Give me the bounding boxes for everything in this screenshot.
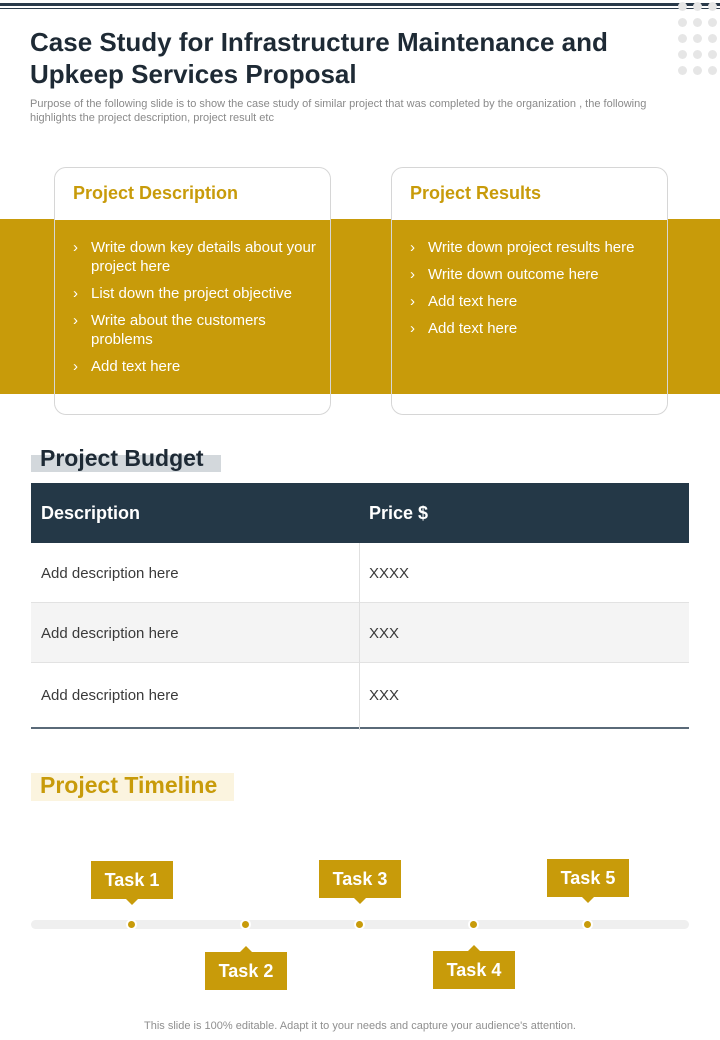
card-title: Project Description <box>73 183 239 203</box>
row-price: XXX <box>369 625 400 642</box>
card-footer <box>392 394 667 414</box>
column-header-price: Price $ <box>369 503 429 523</box>
dot-grid-icon <box>676 2 720 82</box>
timeline-task-4: Task 4 <box>433 951 515 989</box>
project-results-card <box>391 167 668 415</box>
chevron-right-icon: › <box>73 312 78 329</box>
list-item: › Write down project results here <box>410 239 635 256</box>
chevron-right-icon: › <box>410 320 415 337</box>
column-divider <box>359 543 360 730</box>
list-item: › Add text here <box>73 358 181 375</box>
timeline-node <box>468 919 479 930</box>
top-rule <box>0 3 720 6</box>
row-price: XXX <box>369 687 400 704</box>
card-footer <box>55 394 330 414</box>
chevron-right-icon: › <box>73 285 78 302</box>
timeline-node <box>354 919 365 930</box>
list-item: › Add text here <box>410 320 518 337</box>
row-description: Add description here <box>41 565 179 582</box>
list-item: › Write down key details about your project here <box>73 239 316 275</box>
timeline-task-5: Task 5 <box>547 859 629 897</box>
budget-heading: Project Budget <box>40 445 204 471</box>
results-list <box>410 238 660 346</box>
row-description: Add description here <box>41 687 179 704</box>
chevron-right-icon: › <box>73 358 78 375</box>
table-header <box>31 483 689 543</box>
card-title: Project Results <box>410 183 542 203</box>
card-header <box>55 168 330 220</box>
timeline-task-2: Task 2 <box>205 952 287 990</box>
timeline-heading: Project Timeline <box>40 772 218 798</box>
page-title: Case Study for Infrastructure Maintenance and Upkeep Services Proposal <box>30 27 608 89</box>
timeline-task-3: Task 3 <box>319 860 401 898</box>
row-price: XXXX <box>369 565 410 582</box>
timeline-node <box>582 919 593 930</box>
chevron-right-icon: › <box>410 239 415 256</box>
card-header <box>392 168 667 220</box>
timeline-node <box>240 919 251 930</box>
budget-table <box>31 483 689 729</box>
timeline-node <box>126 919 137 930</box>
chevron-right-icon: › <box>410 293 415 310</box>
list-item: › Add text here <box>410 293 518 310</box>
project-description-card <box>54 167 331 415</box>
chevron-right-icon: › <box>73 239 78 256</box>
table-row <box>31 663 689 729</box>
list-item: › List down the project objective <box>73 285 292 302</box>
description-list <box>73 238 323 384</box>
column-header-description: Description <box>41 503 141 523</box>
timeline-task-1: Task 1 <box>91 861 173 899</box>
table-row <box>31 543 689 603</box>
list-item: › Write down outcome here <box>410 266 599 283</box>
row-description: Add description here <box>41 625 179 642</box>
list-item: › Write about the customers problems <box>73 312 266 348</box>
chevron-right-icon: › <box>410 266 415 283</box>
table-row <box>31 603 689 663</box>
footer-note: This slide is 100% editable. Adapt it to your needs and capture your audience's attention. <box>144 1020 576 1032</box>
page-subtitle: Purpose of the following slide is to show the case study of similar project that was completed by the organization , the following highlights the project description, project result etc <box>30 98 647 124</box>
top-rule-thin <box>0 8 720 9</box>
